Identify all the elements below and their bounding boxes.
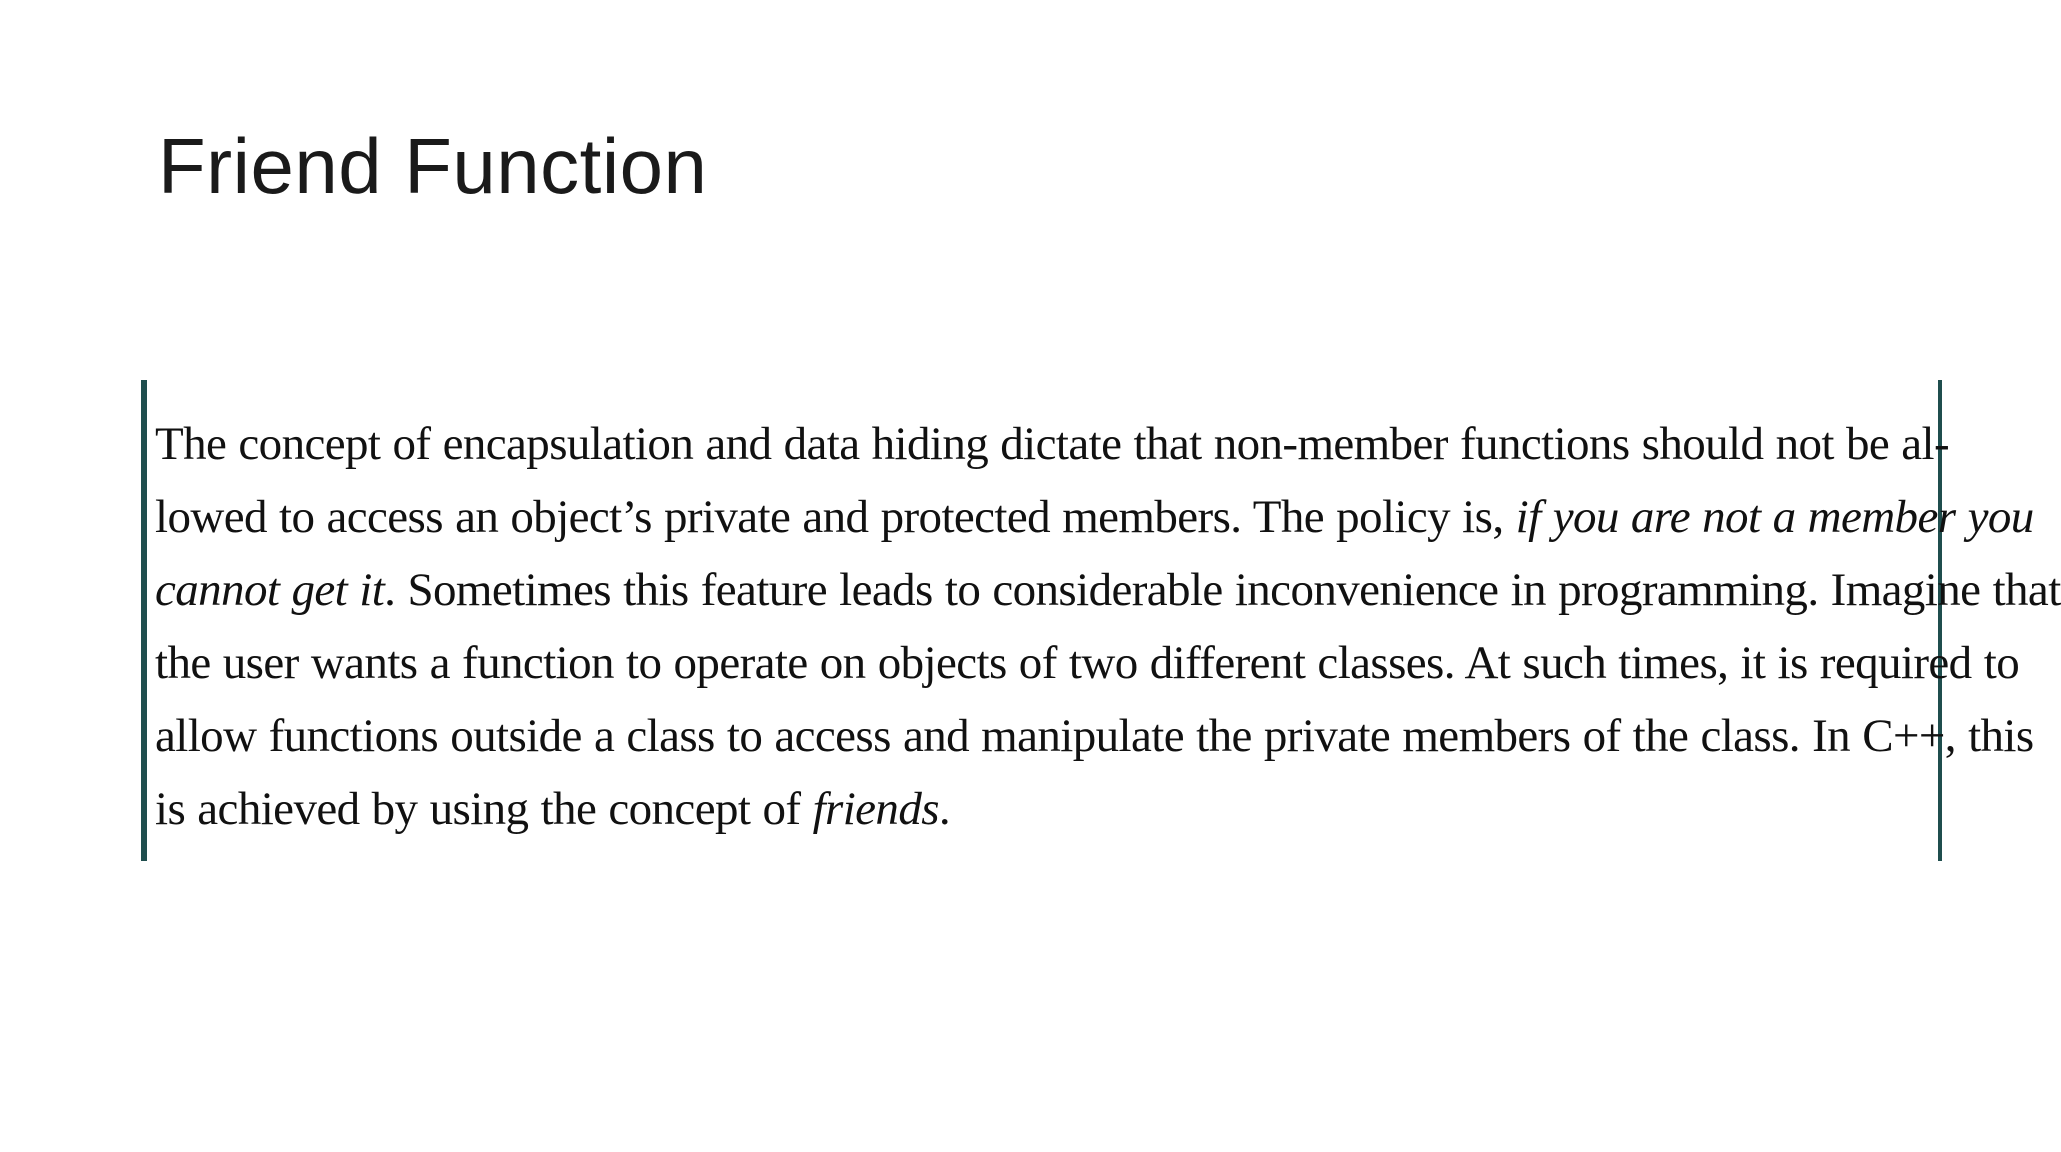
excerpt-line-2: lowed to access an object’s private and protected members. The policy is, if you are not a member you: [155, 491, 2034, 543]
emphasis-friends: friends: [812, 783, 939, 835]
excerpt-line-1: The concept of encapsulation and data hiding dictate that non-member functions should not be al-: [155, 418, 1950, 470]
excerpt-line-5: allow functions outside a class to access and manipulate the private members of the class. In C++, this: [155, 710, 2034, 762]
slide-title: Friend Function: [158, 122, 708, 210]
emphasis-policy-end: cannot get it: [155, 564, 385, 616]
excerpt-line-4: the user wants a function to operate on objects of two different classes. At such times, it is required to: [155, 637, 2020, 689]
excerpt-line-3: cannot get it. Sometimes this feature leads to considerable inconvenience in programming. Imagine that: [155, 564, 2061, 616]
scanned-text-excerpt: [141, 380, 2061, 861]
emphasis-policy: if you are not a member you: [1515, 491, 2034, 543]
excerpt-paragraph: [155, 408, 2061, 846]
excerpt-line-6: is achieved by using the concept of friends.: [155, 783, 951, 835]
